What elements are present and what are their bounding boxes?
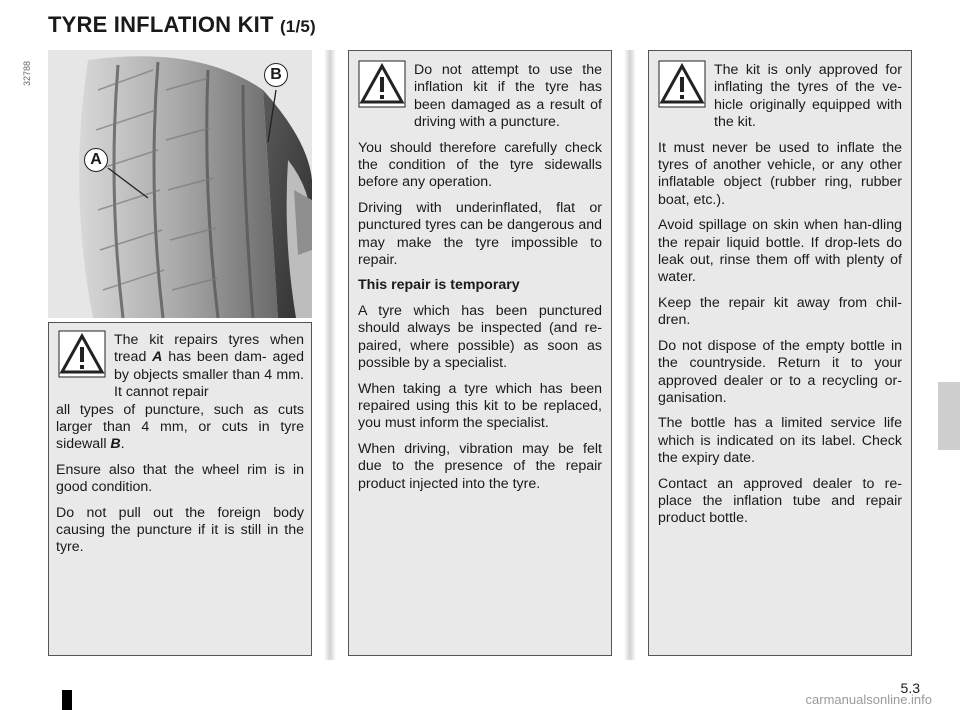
paragraph: When driving, vibration may be felt due to the presence of the repair product injected into the tyre. [358, 440, 602, 492]
text-line: . [120, 436, 125, 453]
paragraph: You should therefore carefully check the condition of the tyre sidewalls before any operation. [358, 139, 602, 191]
column-gutter [624, 50, 636, 660]
warning-text: Do not attempt to use the inflation kit if the tyre has been damaged as a result of driving with a puncture. [414, 62, 602, 131]
paragraph: Ensure also that the wheel rim is in good condition. [56, 461, 304, 496]
middle-panel-text [358, 62, 602, 501]
paragraph: Do not dispose of the empty bottle in the countryside. Return it to your approved dealer or to a recycling or-ganisation. [658, 337, 902, 406]
callout-leaders [48, 50, 312, 318]
paragraph: Avoid spillage on skin when han-dling the repair liquid bottle. If drop-lets do leak out, rinse them off with plenty of water. [658, 217, 902, 286]
title-part: (1/5) [279, 17, 316, 36]
tread-label: A [152, 349, 163, 366]
watermark: carmanualsonline.info [805, 692, 932, 707]
column-gutter [324, 50, 336, 660]
paragraph: The bottle has a limited service life which is indicated on its label. Check the expiry date. [658, 415, 902, 467]
callout-b: B [264, 63, 288, 87]
text-line: The kit repairs tyres when [114, 332, 304, 348]
paragraph: Driving with underinflated, flat or punctured tyres can be dangerous and may make the tyre impossible to repair. [358, 199, 602, 269]
callout-a: A [84, 148, 108, 172]
page-title [48, 12, 316, 38]
title-text: TYRE INFLATION KIT [48, 12, 274, 37]
right-panel-text [658, 62, 902, 536]
text-line: has been dam- [162, 349, 267, 366]
paragraph: Keep the repair kit away from chil-dren. [658, 294, 902, 329]
figure-reference-code: 32788 [22, 60, 32, 86]
section-thumb-tab [938, 382, 960, 450]
text-line: aged by objects smaller [114, 349, 304, 383]
paragraph: It must never be used to inflate the tyres of another vehicle, or any other inflatable object (rubber ring, rubber boat, etc.). [658, 139, 902, 208]
page-number: 5.3 [900, 680, 920, 696]
paragraph: A tyre which has been punctured should always be inspected (and re-paired, where possible) as soon as possible by a specialist. [358, 302, 602, 372]
bold-heading: This repair is temporary [358, 277, 520, 294]
left-panel-text [56, 332, 304, 565]
warning-text: The kit is only approved for inflating the tyres of the ve-hicle originally equipped with the kit. [714, 62, 902, 131]
text-line: than 4 mm. It cannot repair [114, 366, 304, 401]
print-crop-mark [62, 690, 72, 710]
paragraph: Contact an approved dealer to re-place the inflation tube and repair product bottle. [658, 475, 902, 527]
paragraph: Do not pull out the foreign body causing the puncture if it is still in the tyre. [56, 504, 304, 556]
left-intro-indented [56, 332, 304, 402]
sidewall-label: B [110, 436, 121, 453]
paragraph: When taking a tyre which has been repaired using this kit to be replaced, you must inform the specialist. [358, 380, 602, 432]
text-line: tread [114, 349, 153, 366]
text-line: all types of puncture, such as cuts larger than 4 mm, or cuts in tyre sidewall [56, 401, 304, 453]
